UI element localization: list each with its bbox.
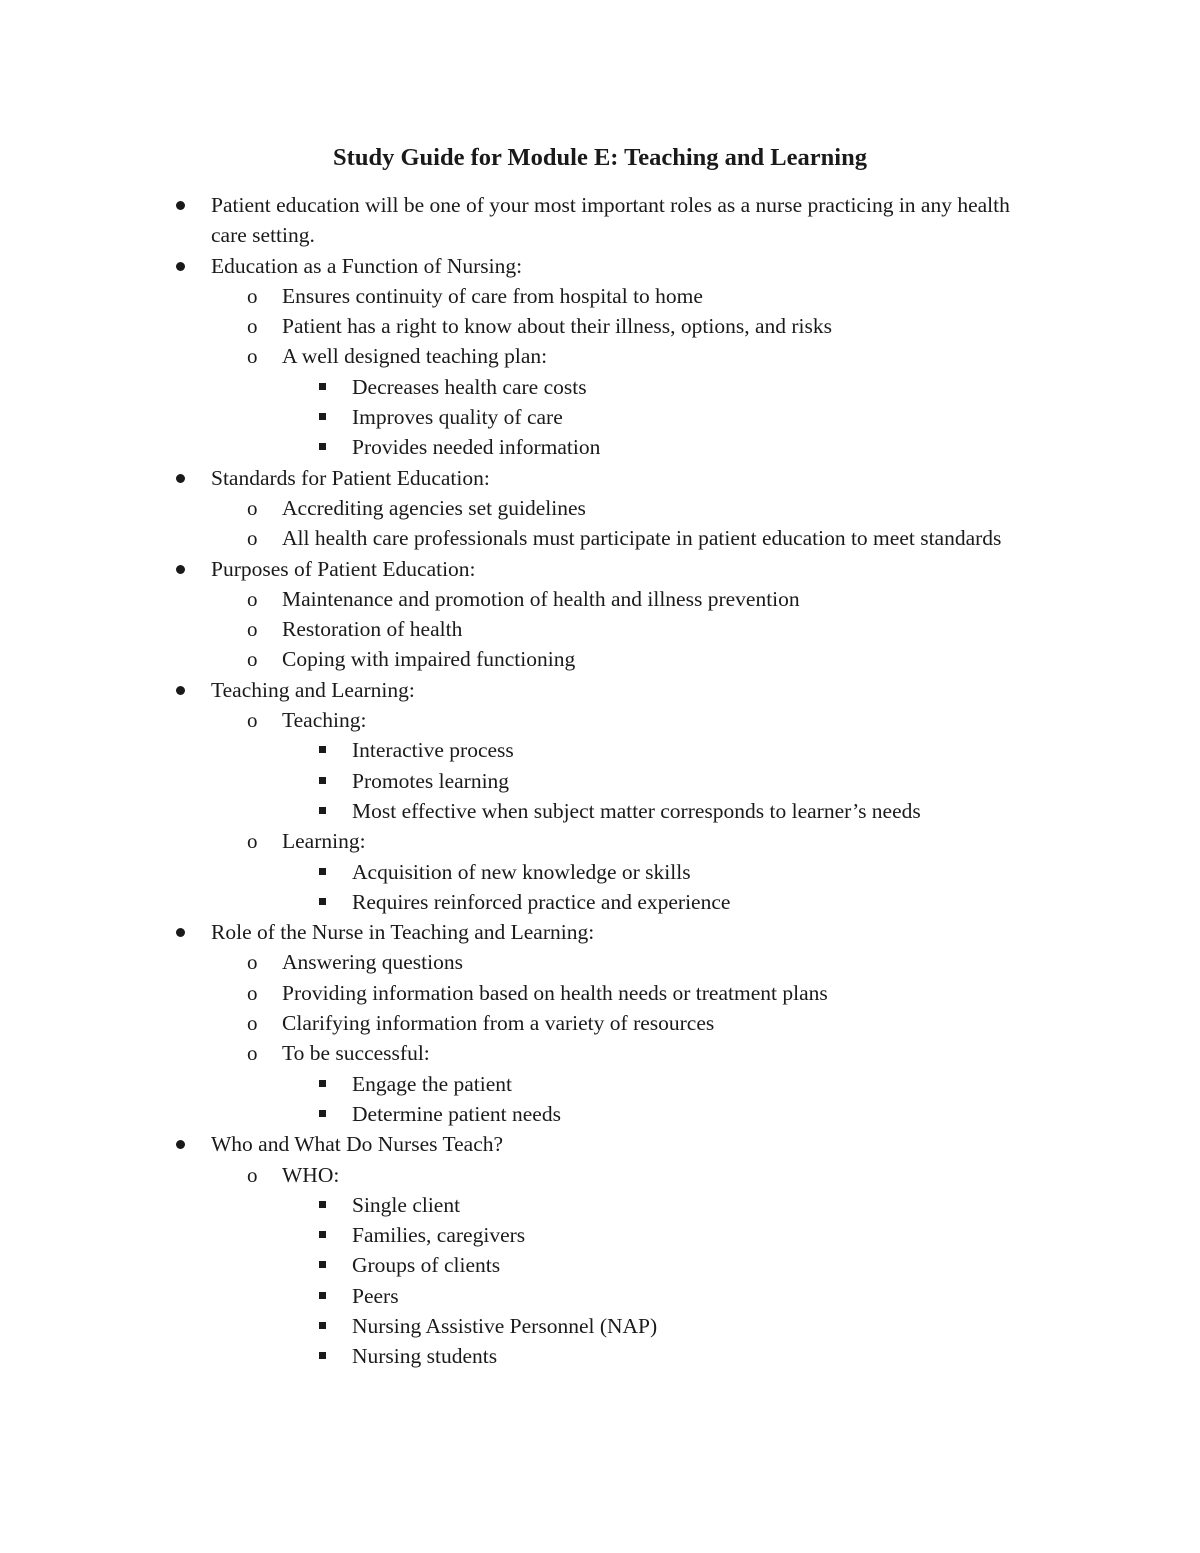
list-item-text: Improves quality of care	[352, 405, 563, 430]
list-item-text: Nursing Assistive Personnel (NAP)	[352, 1313, 658, 1338]
list-item	[0, 1008, 1200, 1038]
circle-bullet-icon: o	[247, 314, 258, 339]
list-item	[0, 735, 1200, 765]
round-bullet-icon	[176, 928, 185, 937]
list-item-text: Teaching:	[282, 708, 367, 733]
list-item	[0, 1190, 1200, 1220]
list-item	[0, 372, 1200, 402]
square-bullet-icon	[319, 1110, 326, 1117]
list-item	[0, 1099, 1200, 1129]
list-item-text: Standards for Patient Education:	[211, 465, 490, 490]
round-bullet-icon	[176, 474, 185, 483]
list-item	[0, 554, 1200, 584]
list-item	[0, 1069, 1200, 1099]
list-item-text: Groups of clients	[352, 1253, 501, 1278]
list-item-text: Coping with impaired functioning	[282, 647, 576, 672]
list-item-text: Determine patient needs	[352, 1101, 561, 1126]
list-item-text: Peers	[352, 1283, 399, 1308]
list-item-text: Providing information based on health needs or treatment plans	[282, 980, 828, 1005]
round-bullet-icon	[176, 262, 185, 271]
square-bullet-icon	[319, 746, 326, 753]
circle-bullet-icon: o	[247, 283, 258, 308]
square-bullet-icon	[319, 383, 326, 390]
square-bullet-icon	[319, 1352, 326, 1359]
list-item-text: Promotes learning	[352, 768, 510, 793]
list-item-text: Acquisition of new knowledge or skills	[352, 859, 691, 884]
circle-bullet-icon: o	[247, 617, 258, 642]
list-item	[0, 675, 1200, 705]
list-item	[0, 766, 1200, 796]
round-bullet-icon	[176, 201, 185, 210]
circle-bullet-icon: o	[247, 829, 258, 854]
list-item-text: Maintenance and promotion of health and illness prevention	[282, 586, 800, 611]
list-item-text: Teaching and Learning:	[211, 677, 415, 702]
list-item	[0, 341, 1200, 371]
list-item	[0, 826, 1200, 856]
list-item	[0, 1220, 1200, 1250]
square-bullet-icon	[319, 777, 326, 784]
list-item-text: Requires reinforced practice and experience	[352, 889, 731, 914]
circle-bullet-icon: o	[247, 586, 258, 611]
circle-bullet-icon: o	[247, 526, 258, 551]
list-item-text: Restoration of health	[282, 617, 463, 642]
round-bullet-icon	[176, 686, 185, 695]
list-item	[0, 857, 1200, 887]
list-item-text: Nursing students	[352, 1344, 498, 1369]
list-item	[0, 281, 1200, 311]
list-item	[0, 978, 1200, 1008]
list-item-text: Provides needed information	[352, 435, 601, 460]
square-bullet-icon	[319, 413, 326, 420]
list-item-text: Education as a Function of Nursing:	[211, 253, 523, 278]
list-item-text: Interactive process	[352, 738, 514, 763]
list-item-text: Engage the patient	[352, 1071, 512, 1096]
circle-bullet-icon: o	[247, 495, 258, 520]
list-item-text: Patient education will be one of your most important roles as a nurse practicing in any health care setting.	[211, 193, 1010, 248]
square-bullet-icon	[319, 1231, 326, 1238]
list-item	[0, 1341, 1200, 1371]
square-bullet-icon	[319, 443, 326, 450]
list-item	[0, 1038, 1200, 1068]
list-item	[0, 1129, 1200, 1159]
list-item-text: All health care professionals must participate in patient education to meet standards	[282, 526, 1002, 551]
list-item-text: Answering questions	[282, 950, 463, 975]
circle-bullet-icon: o	[247, 980, 258, 1005]
circle-bullet-icon: o	[247, 647, 258, 672]
list-item	[0, 190, 1200, 251]
list-item-text: To be successful:	[282, 1041, 430, 1066]
square-bullet-icon	[319, 1261, 326, 1268]
square-bullet-icon	[319, 898, 326, 905]
list-item	[0, 523, 1200, 553]
list-item	[0, 614, 1200, 644]
list-item-text: Patient has a right to know about their illness, options, and risks	[282, 314, 832, 339]
list-item-text: Accrediting agencies set guidelines	[282, 495, 586, 520]
list-item-text: A well designed teaching plan:	[282, 344, 548, 369]
round-bullet-icon	[176, 565, 185, 574]
list-item-text: Ensures continuity of care from hospital to home	[282, 283, 703, 308]
circle-bullet-icon: o	[247, 950, 258, 975]
square-bullet-icon	[319, 1322, 326, 1329]
list-item	[0, 584, 1200, 614]
list-item-text: Purposes of Patient Education:	[211, 556, 476, 581]
list-item	[0, 463, 1200, 493]
outline-list	[0, 190, 1200, 1372]
list-item-text: Role of the Nurse in Teaching and Learning:	[211, 920, 595, 945]
list-item-text: WHO:	[282, 1162, 340, 1187]
square-bullet-icon	[319, 1292, 326, 1299]
list-item	[0, 251, 1200, 281]
list-item	[0, 917, 1200, 947]
list-item	[0, 1160, 1200, 1190]
circle-bullet-icon: o	[247, 1162, 258, 1187]
circle-bullet-icon: o	[247, 344, 258, 369]
circle-bullet-icon: o	[247, 1041, 258, 1066]
list-item	[0, 796, 1200, 826]
square-bullet-icon	[319, 807, 326, 814]
list-item	[0, 311, 1200, 341]
list-item-text: Clarifying information from a variety of resources	[282, 1011, 715, 1036]
list-item-text: Who and What Do Nurses Teach?	[211, 1132, 504, 1157]
list-item	[0, 1250, 1200, 1280]
list-item	[0, 705, 1200, 735]
round-bullet-icon	[176, 1140, 185, 1149]
list-item-text: Families, caregivers	[352, 1223, 526, 1248]
circle-bullet-icon: o	[247, 708, 258, 733]
list-item	[0, 1311, 1200, 1341]
list-item	[0, 947, 1200, 977]
list-item-text: Single client	[352, 1192, 461, 1217]
document-title: Study Guide for Module E: Teaching and Learning	[333, 144, 867, 171]
list-item-text: Decreases health care costs	[352, 374, 587, 399]
square-bullet-icon	[319, 1080, 326, 1087]
list-item	[0, 493, 1200, 523]
list-item	[0, 402, 1200, 432]
circle-bullet-icon: o	[247, 1011, 258, 1036]
list-item	[0, 432, 1200, 462]
square-bullet-icon	[319, 1201, 326, 1208]
square-bullet-icon	[319, 868, 326, 875]
list-item	[0, 644, 1200, 674]
list-item-text: Learning:	[282, 829, 366, 854]
list-item	[0, 1281, 1200, 1311]
list-item	[0, 887, 1200, 917]
list-item-text: Most effective when subject matter corresponds to learner’s needs	[352, 798, 921, 823]
